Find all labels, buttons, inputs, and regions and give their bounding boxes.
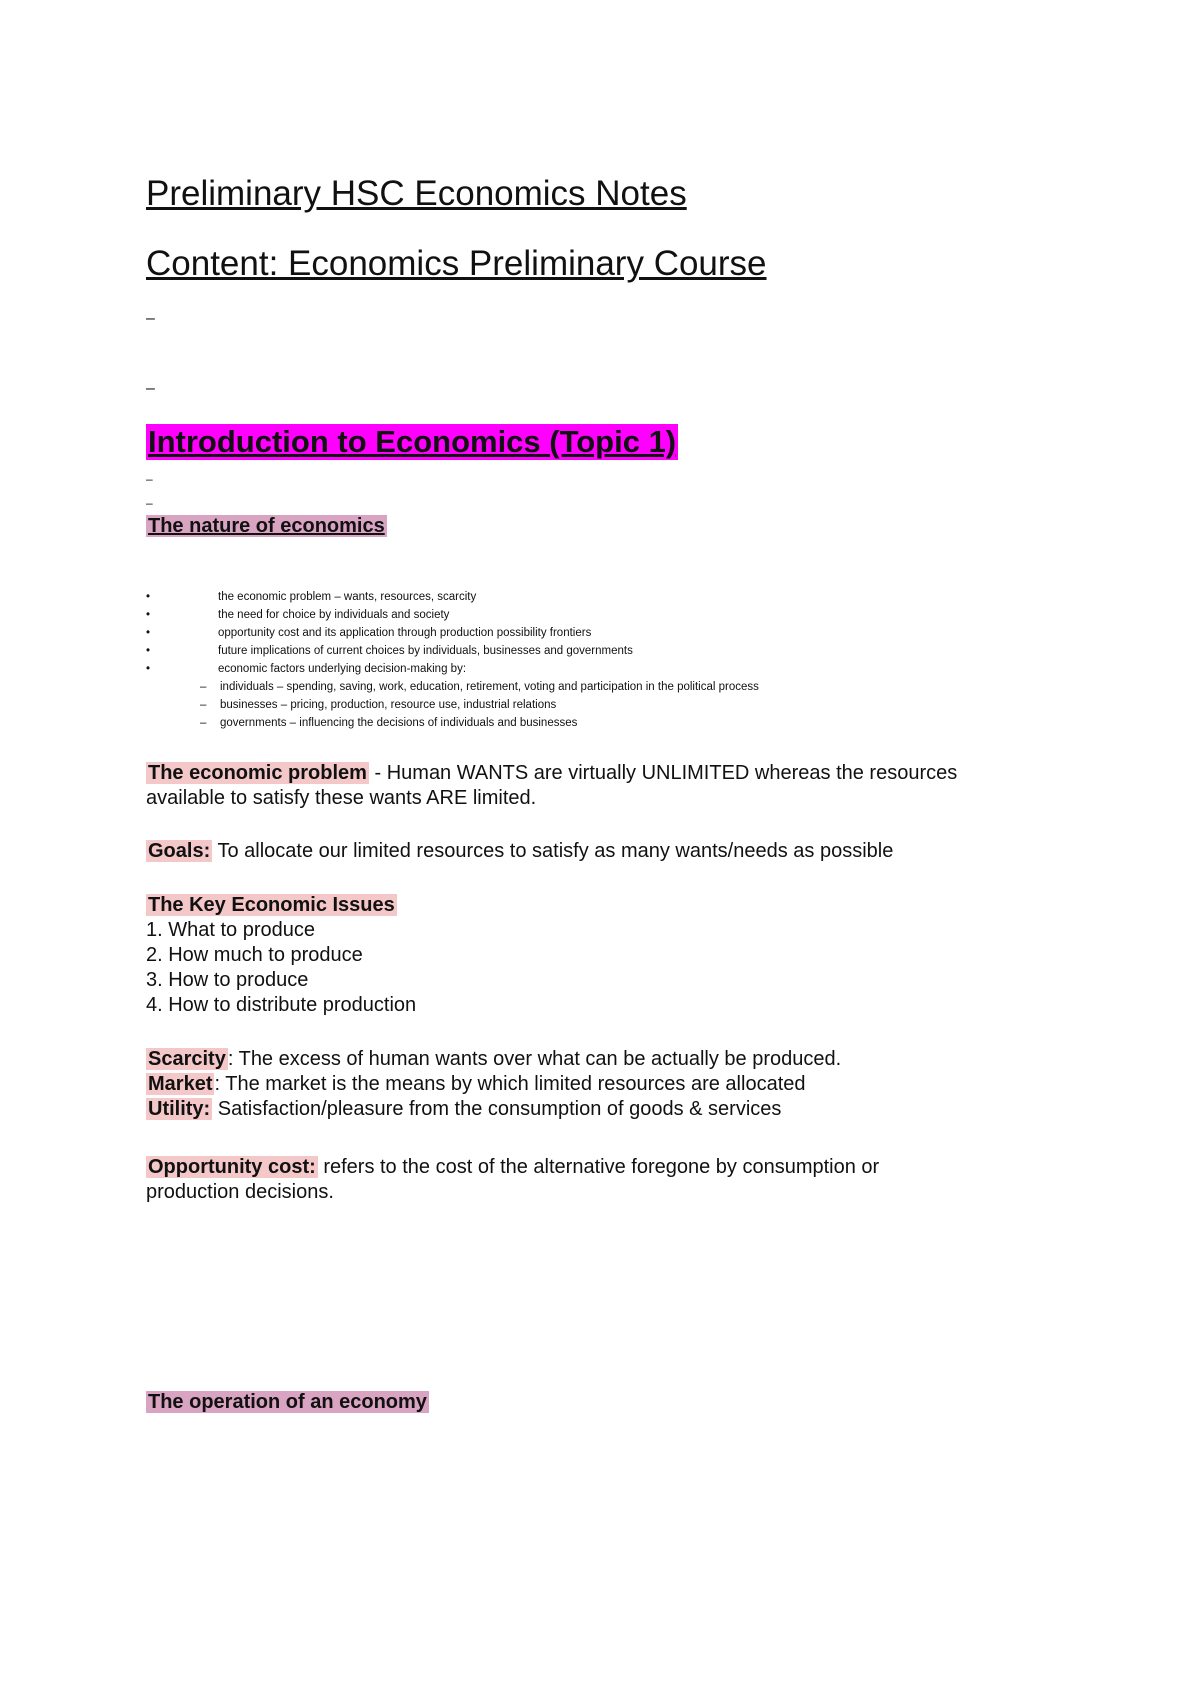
definitions-section: Scarcity : The excess of human wants over what can be actually be produced. Market : The market is the means by which limited resources are allocated Utility: Satisfaction/pleasure from the consumption of goods & services: [148, 1048, 842, 1120]
bullet-icon: •: [146, 591, 151, 603]
opportunity-cost-paragraph: Opportunity cost: refers to the cost of the alternative foregone by consumption or production decisions.: [146, 1156, 880, 1203]
topic-heading: Introduction to Economics (Topic 1): [148, 424, 677, 459]
economic-problem-label: The economic problem: [148, 762, 367, 784]
syllabus-subpoint: – individuals – spending, saving, work, education, retirement, voting and participation in the political process: [200, 681, 759, 693]
scarcity-term: Scarcity: [148, 1048, 226, 1070]
key-issues-section: [146, 893, 416, 1018]
syllabus-point: the economic problem – wants, resources, scarcity: [218, 591, 477, 603]
goals-paragraph: Goals: To allocate our limited resources to satisfy as many wants/needs as possible: [148, 840, 894, 862]
syllabus-point: opportunity cost and its application through production possibility frontiers: [218, 627, 592, 639]
syllabus-subpoint: – governments – influencing the decisions of individuals and businesses: [200, 717, 578, 729]
document-title: Preliminary HSC Economics Notes: [146, 174, 687, 213]
key-issues-label: The Key Economic Issues: [148, 894, 395, 916]
dash-marker: –: [146, 380, 155, 397]
market-term: Market: [148, 1073, 213, 1095]
sub-bullet-dash: –: [200, 699, 207, 711]
list-item: 1. What to produce: [146, 919, 315, 941]
syllabus-subpoint: – businesses – pricing, production, resource use, industrial relations: [200, 699, 557, 711]
list-item: 2. How much to produce: [146, 944, 363, 966]
bullet-icon: •: [146, 663, 151, 675]
goals-label: Goals:: [148, 840, 211, 862]
dash-marker: –: [146, 472, 153, 486]
utility-term: Utility:: [148, 1098, 211, 1120]
sub-bullet-dash: –: [200, 681, 207, 693]
sub-bullet-dash: –: [200, 717, 207, 729]
dash-marker: –: [146, 310, 155, 327]
bullet-icon: •: [146, 627, 151, 639]
syllabus-point: future implications of current choices by individuals, businesses and governments: [218, 645, 633, 657]
content-heading: Content: Economics Preliminary Course: [146, 244, 767, 283]
syllabus-point: the need for choice by individuals and society: [218, 609, 450, 621]
nature-heading: The nature of economics: [148, 515, 385, 537]
list-item: 4. How to distribute production: [146, 994, 417, 1016]
list-item: 3. How to produce: [146, 969, 309, 991]
operation-heading: The operation of an economy: [148, 1391, 427, 1413]
bullet-icon: •: [146, 645, 151, 657]
syllabus-point: economic factors underlying decision-making by:: [218, 663, 467, 675]
bullet-icon: •: [146, 609, 151, 621]
economic-problem-paragraph: The economic problem - Human WANTS are virtually UNLIMITED whereas the resources available to satisfy these wants ARE limited.: [146, 762, 958, 809]
opportunity-cost-label: Opportunity cost:: [148, 1156, 316, 1178]
dash-marker: –: [146, 496, 153, 510]
